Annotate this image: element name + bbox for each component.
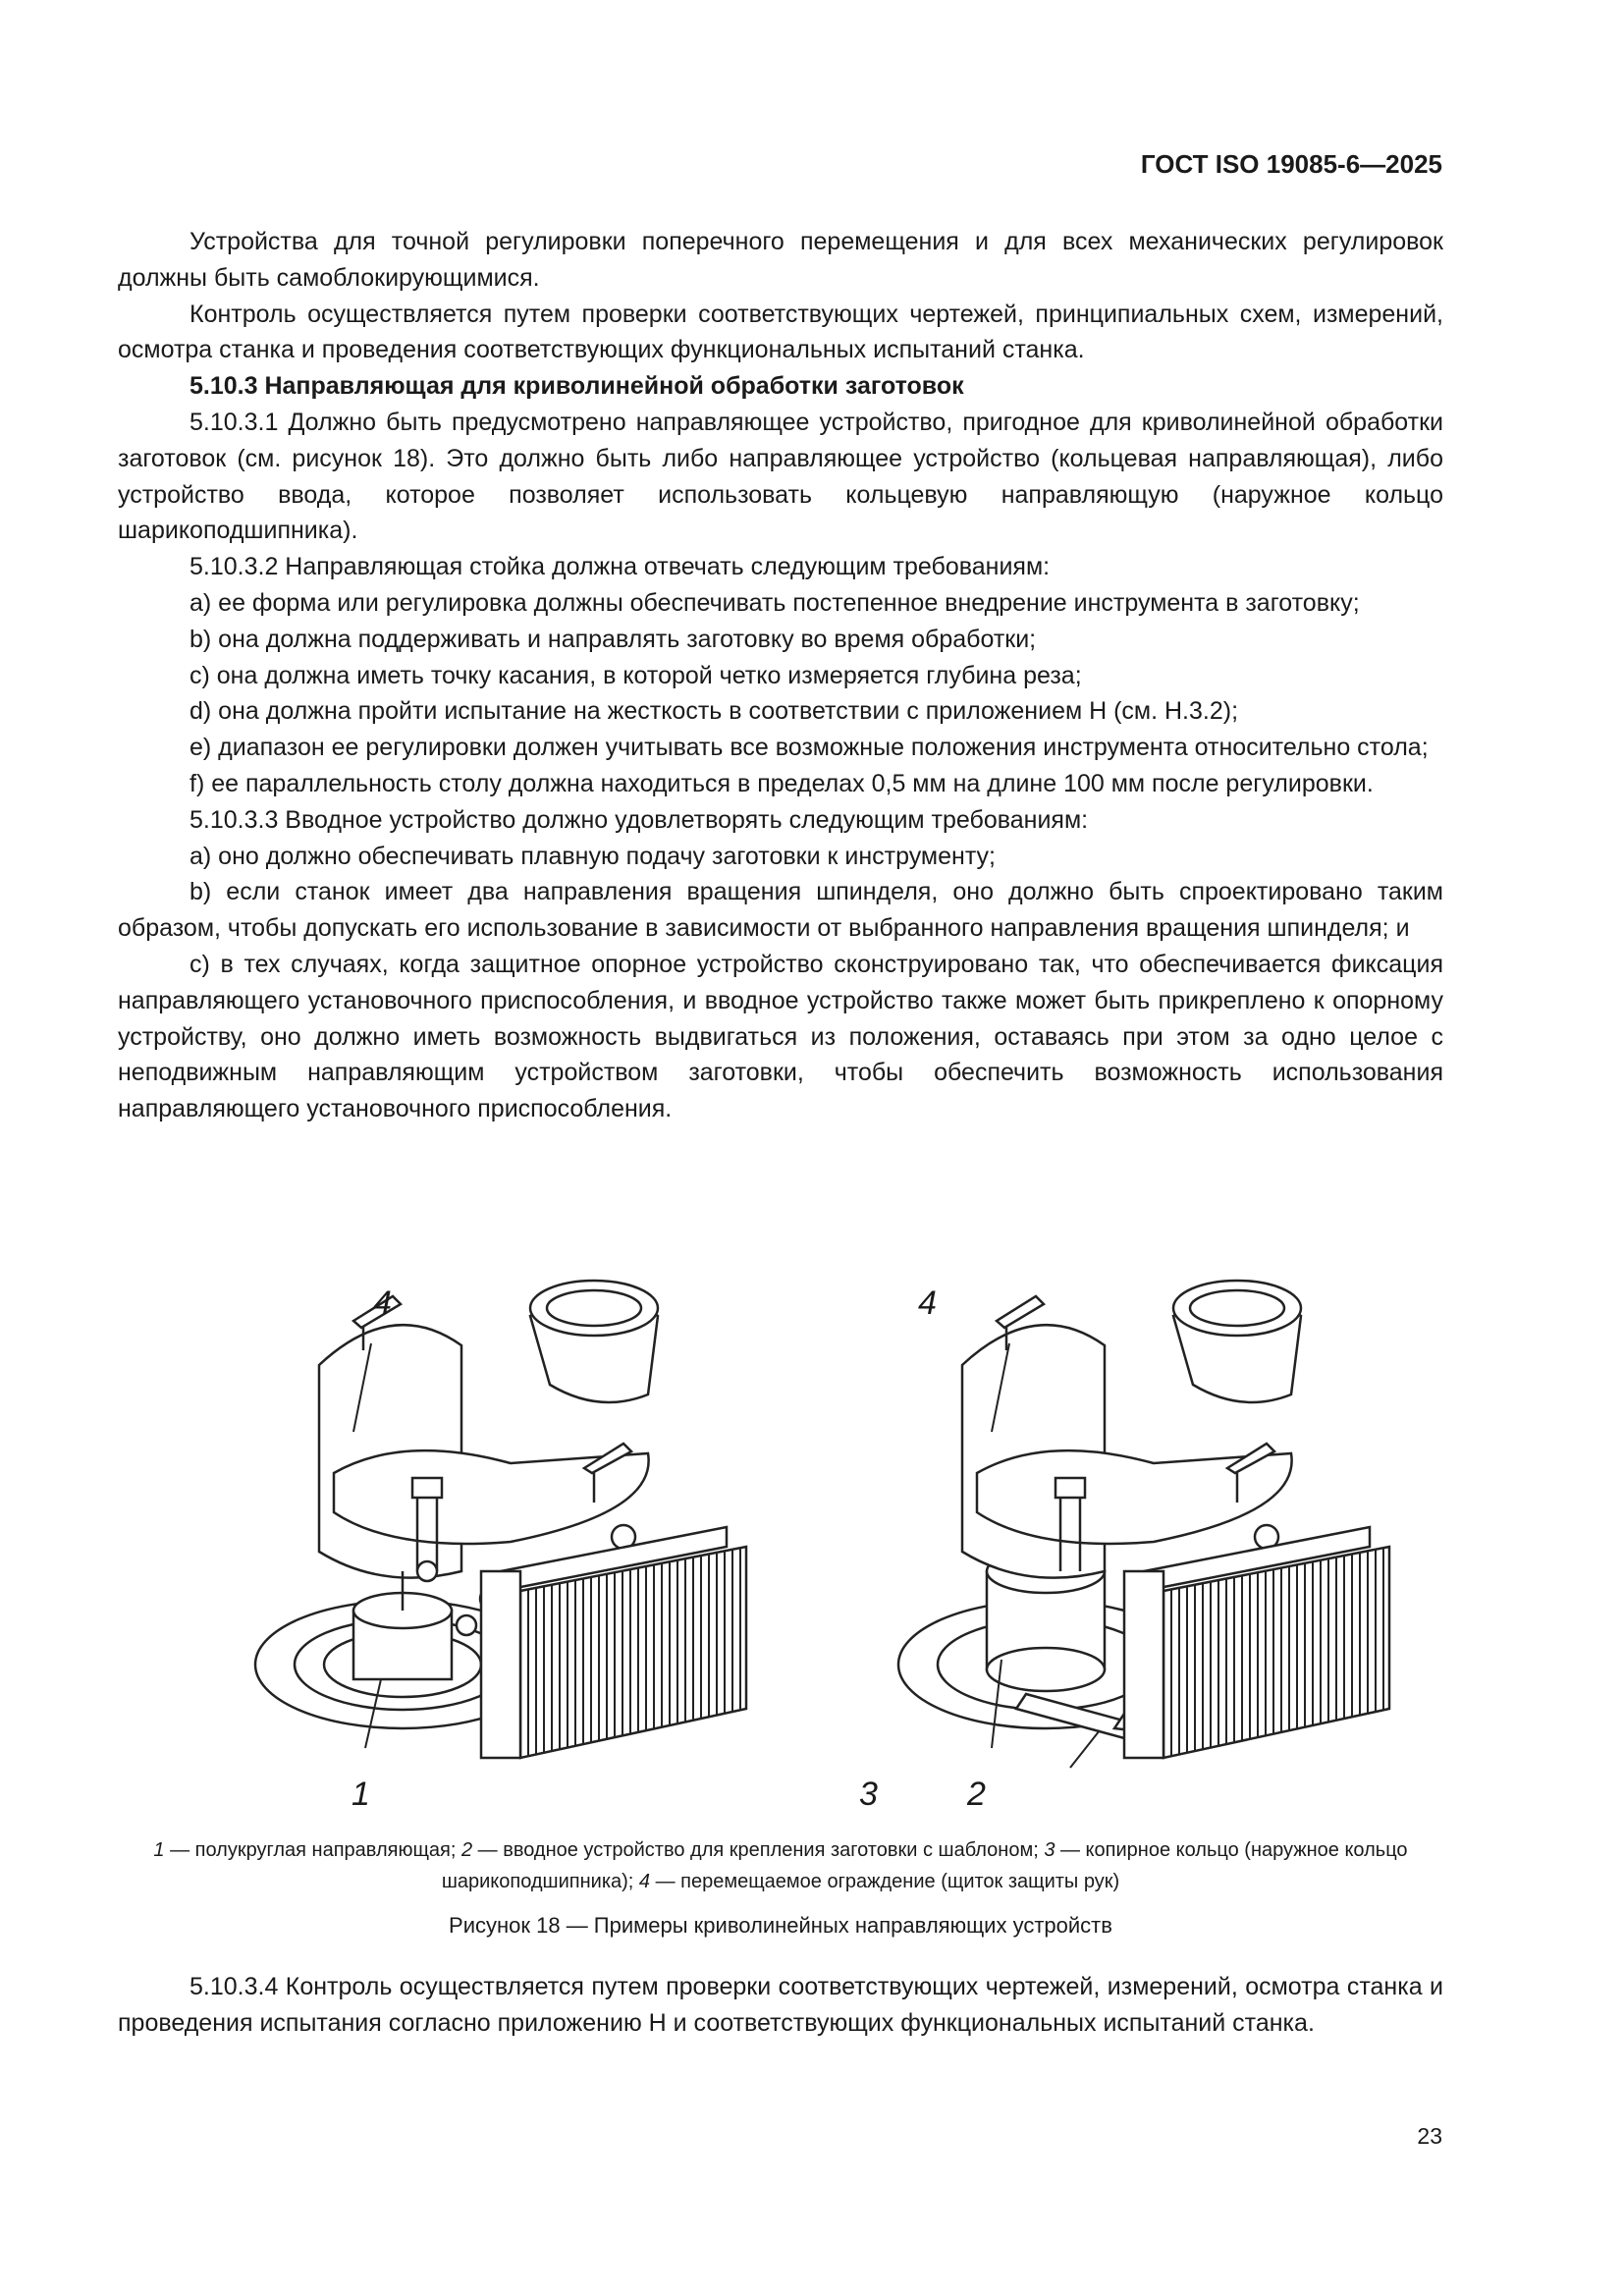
callout-label-2: 2: [967, 1776, 986, 1813]
legend-text: — полукруглая направляющая;: [164, 1839, 461, 1861]
legend-num: 3: [1044, 1839, 1055, 1861]
callout-label-4-right: 4: [918, 1285, 937, 1322]
legend-text: — вводное устройство для крепления заготовки с шаблоном;: [472, 1839, 1045, 1861]
figure-caption: Рисунок 18 — Примеры криволинейных направляющих устройств: [449, 1913, 1112, 1938]
paragraph: 5.10.3.1 Должно быть предусмотрено направляющее устройство, пригодное для криволинейной обработки заготовок (см. рисунок 18). Это должно быть либо направляющее устройство (кольцевая направляющая), либо устройство ввода, которое позволяет использовать кольцевую направляющую (наружное кольцо шарикоподшипника).: [118, 408, 1443, 545]
page-number: 23: [1417, 2123, 1442, 2149]
figure-illustration: [236, 1277, 1453, 1827]
list-item: a) оно должно обеспечивать плавную подачу заготовки к инструменту;: [189, 842, 996, 870]
legend-num: 1: [153, 1839, 165, 1861]
paragraph: 5.10.3.2 Направляющая стойка должна отвечать следующим требованиям:: [189, 553, 1051, 581]
left-device-drawing: [255, 1281, 746, 1758]
closing-text-block: [118, 1969, 1443, 2042]
figure-18: [236, 1277, 1453, 1827]
paragraph: 5.10.3.4 Контроль осуществляется путем проверки соответствующих чертежей, измерений, осмотра станка и проведения испытания согласно приложению Н и соответствующих функциональных испытаний станка.: [118, 1973, 1443, 2037]
list-item: d) она должна пройти испытание на жесткость в соответствии с приложением Н (см. Н.3.2);: [189, 697, 1239, 726]
callout-label-3: 3: [859, 1776, 878, 1813]
paragraph: Устройства для точной регулировки поперечного перемещения и для всех механических регулировок должны быть самоблокирующимися.: [118, 228, 1443, 292]
main-text-block: [118, 224, 1443, 1127]
list-item: a) ее форма или регулировка должны обеспечивать постепенное внедрение инструмента в заготовку;: [189, 588, 1360, 617]
legend-text: — перемещаемое ограждение (щиток защиты рук): [650, 1871, 1120, 1892]
paragraph: Контроль осуществляется путем проверки соответствующих чертежей, принципиальных схем, измерений, осмотра станка и проведения соответствующих функциональных испытаний станка.: [118, 300, 1443, 364]
list-item: b) если станок имеет два направления вращения шпинделя, оно должно быть спроектировано таким образом, чтобы допускать его использование в зависимости от выбранного направления вращения шпинделя; и: [118, 878, 1443, 943]
list-item: c) она должна иметь точку касания, в которой четко измеряется глубина реза;: [189, 661, 1082, 689]
list-item: c) в тех случаях, когда защитное опорное устройство сконструировано так, что обеспечивается фиксация направляющего установочного приспособления, и вводное устройство также может быть прикреплено к опорному устройству, оно должно иметь возможность выдвигаться из положения, оставаясь при этом за одно целое с неподвижным направляющим устройством заготовки, чтобы обеспечить возможность использования направляющего установочного приспособления.: [118, 950, 1443, 1123]
callout-label-4-left: 4: [373, 1285, 392, 1322]
list-item: b) она должна поддерживать и направлять заготовку во время обработки;: [189, 625, 1037, 653]
list-item: e) диапазон ее регулировки должен учитывать все возможные положения инструмента относительно стола;: [189, 734, 1429, 762]
figure-legend: [118, 1834, 1443, 1897]
legend-num: 2: [460, 1839, 473, 1861]
callout-label-1: 1: [352, 1776, 370, 1813]
document-code-header: ГОСТ ISO 19085-6—2025: [1140, 149, 1442, 179]
paragraph: 5.10.3.3 Вводное устройство должно удовлетворять следующим требованиям:: [189, 805, 1089, 834]
legend-text: — копирное кольцо (наружное кольцо шарикоподшипника);: [441, 1839, 1408, 1892]
right-device-drawing: [898, 1281, 1389, 1758]
section-heading: 5.10.3 Направляющая для криволинейной обработки заготовок: [189, 372, 964, 401]
list-item: f) ее параллельность столу должна находиться в пределах 0,5 мм на длине 100 мм после регулировки.: [189, 769, 1374, 797]
legend-num: 4: [638, 1871, 651, 1892]
